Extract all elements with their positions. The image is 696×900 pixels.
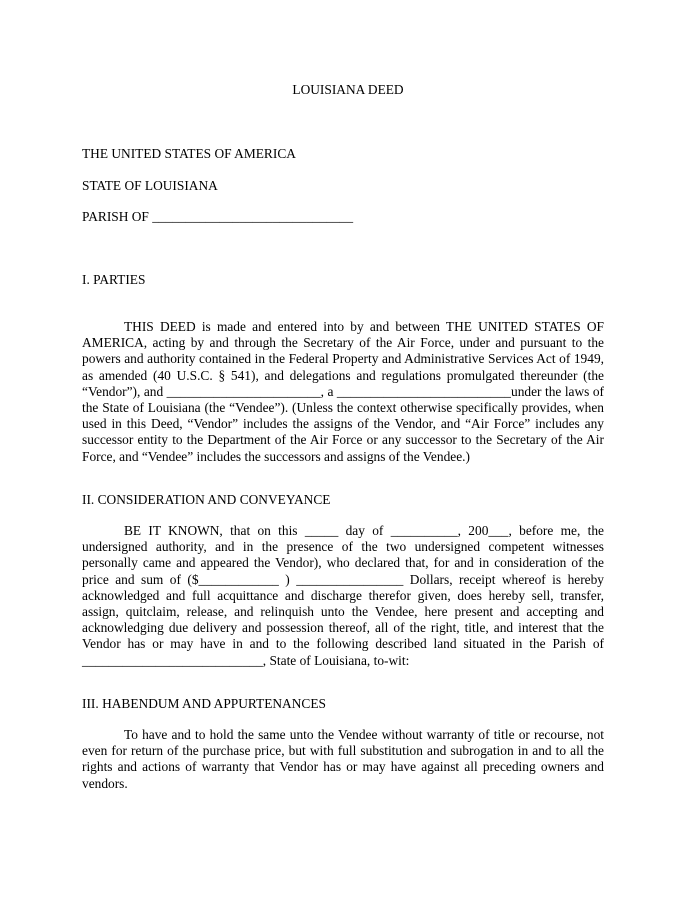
document-title: LOUISIANA DEED [292,82,404,97]
section-heading-parties: I. PARTIES [82,272,146,287]
section-text-consideration: BE IT KNOWN, that on this _____ day of __________, 200___, before me, the undersigned authority, and in the presence of the two undersigned competent witnesses personally came and appeared the Vendor), who declared that, for and in consideration of the price and sum of ($____________ ) ________________ Dollars, receipt whereof is hereby acknowledged and full acquittance and discharge therefor given, does hereby sell, transfer, assign, quitclaim, release, and relinquish unto the Vendee, here present and accepting and acknowledging due delivery and possession thereof, all of the right, title, and interest that the Vendor has or may have in and to the following described land situated in the Parish of ___________________________, State of Louisiana, to-wit: [82,523,604,668]
header-parish: PARISH OF ______________________________ [82,209,354,224]
section-paragraph-consideration [82,523,604,669]
section-heading-habendum: III. HABENDUM AND APPURTENANCES [82,696,326,711]
section-paragraph-habendum [82,727,604,792]
header-country: THE UNITED STATES OF AMERICA [82,146,296,161]
header-state: STATE OF LOUISIANA [82,178,218,193]
section-text-habendum: To have and to hold the same unto the Vendee without warranty of title or recourse, not even for return of the purchase price, but with full substitution and subrogation in and to all the rights and actions of warranty that Vendor has or may have against all preceding owners and vendors. [82,727,604,791]
section-heading-consideration: II. CONSIDERATION AND CONVEYANCE [82,492,331,507]
section-text-parties: THIS DEED is made and entered into by and between THE UNITED STATES OF AMERICA, acting by and through the Secretary of the Air Force, under and pursuant to the powers and authority contained in the Federal Property and Administrative Services Act of 1949, as amended (40 U.S.C. § 541), and delegations and regulations promulgated thereunder (the “Vendor”), and _______________________, a __________________________under the laws of the State of Louisiana (the “Vendee”). (Unless the context otherwise specifically provides, when used in this Deed, “Vendor” includes the assigns of the Vendor, and “Air Force” includes any successor entity to the Department of the Air Force or any successor to the Secretary of the Air Force, and “Vendee” includes the successors and assigns of the Vendee.) [82,319,604,464]
section-paragraph-parties [82,319,604,465]
